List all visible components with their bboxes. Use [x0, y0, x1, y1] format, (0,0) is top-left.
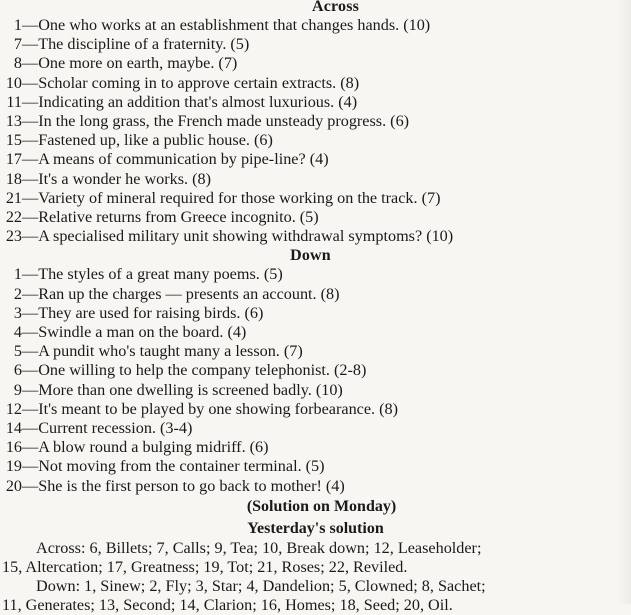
clue-across-11: 11 — Indicating an addition that's almost luxurious. (4): [0, 93, 631, 112]
clue-number: 1: [13, 16, 22, 34]
clue-number: 2: [13, 284, 22, 303]
clue-down-6: 6 — One willing to help the company telephonist. (2-8): [0, 361, 631, 380]
clue-number: 4: [13, 323, 22, 342]
clue-number: 22: [5, 208, 22, 227]
clue-down-4: 4 — Swindle a man on the board. (4): [0, 323, 631, 342]
clue-text: One more on earth, maybe. (7): [38, 54, 238, 73]
clue-text: They are used for raising birds. (6): [38, 303, 264, 322]
clue-text: One who works at an establishment that changes hands. (10): [38, 16, 431, 34]
clue-down-12: 12 — It's meant to be played by one showing forbearance. (8): [0, 400, 631, 419]
clue-text: A means of communication by pipe-line? (4): [38, 150, 329, 169]
solution-note: (Solution on Monday): [246, 497, 397, 515]
clue-across-10: 10 — Scholar coming in to approve certain extracts. (8): [0, 74, 631, 93]
clue-across-17: 17 — A means of communication by pipe-line? (4): [0, 150, 631, 169]
clue-text: One willing to help the company telephonist. (2-8): [38, 361, 367, 380]
clue-number: 21: [5, 188, 22, 207]
clue-down-19: 19 — Not moving from the container terminal. (5): [0, 457, 631, 476]
clue-text: Current recession. (3-4): [38, 419, 193, 438]
clue-number: 9: [13, 380, 22, 399]
clue-down-9: 9 — More than one dwelling is screened badly. (10): [0, 381, 631, 400]
clue-text: The styles of a great many poems. (5): [38, 265, 283, 284]
page-edge-shadow: [617, 0, 631, 604]
clue-across-22: 22 — Relative returns from Greece incognito. (5): [0, 208, 631, 227]
clue-number: 15: [5, 131, 22, 150]
clue-text: Not moving from the container terminal. (5): [38, 457, 325, 476]
clue-number: 16: [5, 438, 22, 457]
clue-text: Ran up the charges — presents an account. (8): [38, 284, 340, 303]
clue-across-23: 23 — A specialised military unit showing withdrawal symptoms? (10): [0, 227, 631, 246]
clue-text: It's meant to be played by one showing forbearance. (8): [38, 399, 399, 418]
clue-text: Swindle a man on the board. (4): [38, 323, 247, 342]
clue-across-7: 7 — The discipline of a fraternity. (5): [0, 35, 631, 54]
clue-number: 5: [13, 342, 22, 361]
clue-across-8: 8 — One more on earth, maybe. (7): [0, 54, 631, 73]
clue-number: 17: [5, 150, 22, 169]
clue-number: 10: [5, 73, 22, 92]
clue-text: A blow round a bulging midriff. (6): [38, 438, 269, 457]
clue-down-2: 2 — Ran up the charges — presents an account. (8): [0, 285, 631, 304]
clue-number: 8: [13, 54, 22, 73]
clue-text: A specialised military unit showing withdrawal symptoms? (10): [38, 227, 454, 246]
clue-across-21: 21 — Variety of mineral required for those working on the track. (7): [0, 189, 631, 208]
solution-line: 15, Altercation; 17, Greatness; 19, Tot; 21, Roses; 22, Reviled.: [2, 557, 408, 576]
clue-text: Scholar coming in to approve certain extracts. (8): [38, 73, 360, 92]
clue-across-1: 1 — One who works at an establishment that changes hands. (10): [0, 16, 631, 35]
clue-number: 13: [5, 112, 22, 131]
clue-across-15: 15 — Fastened up, like a public house. (6): [0, 131, 631, 150]
clue-number: 23: [5, 227, 22, 246]
clue-number: 1: [13, 265, 22, 284]
down-heading: Down: [290, 247, 331, 265]
clue-text: Fastened up, like a public house. (6): [38, 131, 273, 150]
clue-number: 14: [5, 419, 22, 438]
clue-number: 18: [5, 169, 22, 188]
clue-number: 11: [6, 92, 22, 111]
clue-text: Relative returns from Greece incognito. (5): [38, 208, 319, 227]
yesterday-solution-heading: Yesterday's solution: [247, 519, 384, 537]
clue-down-3: 3 — They are used for raising birds. (6): [0, 304, 631, 323]
clue-number: 3: [13, 303, 22, 322]
down-clue-list: [0, 265, 631, 495]
clue-down-20: 20 — She is the first person to go back to mother! (4): [0, 477, 631, 496]
clue-text: A pundit who's taught many a lesson. (7): [38, 342, 303, 361]
clue-across-18: 18 — It's a wonder he works. (8): [0, 170, 631, 189]
clue-text: Variety of mineral required for those working on the track. (7): [38, 188, 441, 207]
clue-down-1: 1 — The styles of a great many poems. (5): [0, 265, 631, 284]
across-clue-list: [0, 16, 631, 246]
solution-line: Across: 6, Billets; 7, Calls; 9, Tea; 10, Break down; 12, Leaseholder;: [36, 538, 482, 557]
solution-line: 11, Generates; 13, Second; 14, Clarion; 16, Homes; 18, Seed; 20, Oil.: [2, 595, 453, 614]
clue-text: More than one dwelling is screened badly. (10): [38, 380, 343, 399]
clue-across-13: 13 — In the long grass, the French made unsteady progress. (6): [0, 112, 631, 131]
clue-number: 19: [5, 457, 22, 476]
clue-text: In the long grass, the French made unsteady progress. (6): [38, 112, 410, 131]
yesterday-solution-text: [0, 539, 631, 615]
clue-down-5: 5 — A pundit who's taught many a lesson. (7): [0, 342, 631, 361]
clue-number: 6: [13, 361, 22, 380]
clue-text: The discipline of a fraternity. (5): [38, 35, 250, 54]
clue-down-16: 16 — A blow round a bulging midriff. (6): [0, 438, 631, 457]
clue-text: She is the first person to go back to mother! (4): [38, 476, 345, 495]
clue-number: 12: [5, 399, 22, 418]
solution-line: Down: 1, Sinew; 2, Fly; 3, Star; 4, Dandelion; 5, Clowned; 8, Sachet;: [36, 576, 486, 595]
clue-text: It's a wonder he works. (8): [38, 169, 212, 188]
clue-text: Indicating an addition that's almost luxurious. (4): [38, 92, 358, 111]
across-heading: Across: [311, 0, 360, 15]
clue-number: 20: [5, 476, 22, 495]
clue-down-14: 14 — Current recession. (3-4): [0, 419, 631, 438]
clue-number: 7: [13, 35, 22, 54]
